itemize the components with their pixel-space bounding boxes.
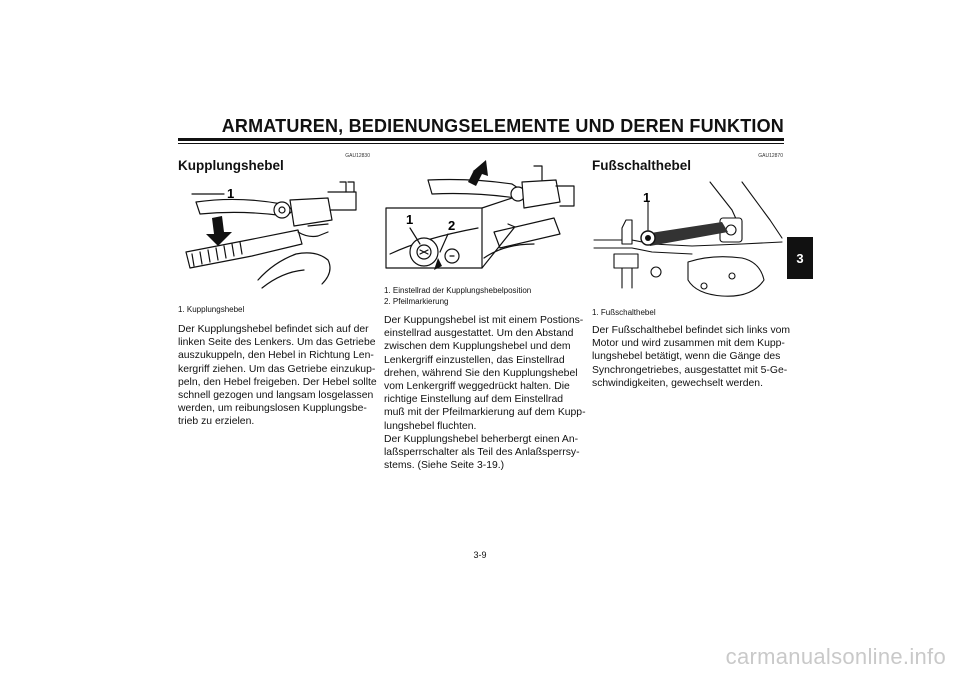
body-line: peln, den Hebel freigeben. Der Hebel sollte	[178, 376, 377, 388]
watermark: carmanualsonline.info	[725, 644, 946, 669]
caption-item: 1. Kupplungshebel	[178, 305, 245, 314]
body-line: lungshebel fluchten.	[384, 420, 477, 432]
figure-callout-2: 2	[448, 218, 456, 233]
body-text-middle	[384, 314, 586, 472]
clutch-lever-figure	[178, 180, 370, 296]
body-line: Der Fußschalthebel befindet sich links vom	[592, 325, 791, 336]
body-line: drehen, während Sie den Kupplungshebel	[384, 367, 578, 379]
caption-item: 1. Fußschalthebel	[592, 308, 656, 317]
body-line: einstellrad ausgestattet. Um den Abstand	[384, 328, 574, 340]
page-number: 3-9	[473, 550, 487, 560]
body-line: Der Kupplungshebel befindet sich auf der	[178, 324, 369, 335]
chapter-tab[interactable]: 3	[787, 237, 813, 279]
section-heading-kupplungshebel: Kupplungshebel	[178, 158, 284, 173]
body-text-left	[178, 323, 377, 429]
body-line: Lenkergriff einzustellen, das Einstellrad	[384, 354, 565, 366]
body-text-right	[592, 324, 790, 390]
body-line: lungshebel betätigt, wenn die Gänge des	[592, 351, 781, 363]
body-line: werden, um reibungslosen Kupplungsbe-	[178, 403, 367, 415]
body-line: stems. (Siehe Seite 3-19.)	[384, 460, 505, 472]
body-line: schnell gezogen und langsam losgelassen	[178, 390, 374, 402]
body-line: zwischen dem Kupplungshebel und dem	[384, 341, 571, 353]
caption-item: 2. Pfeilmarkierung	[384, 297, 449, 306]
figure-caption	[178, 304, 244, 315]
body-line: Der Kuppungshebel ist mit einem Postions-	[384, 315, 584, 326]
body-line: trieb zu erzielen.	[178, 416, 255, 428]
body-line: Motor und wird zusammen mit dem Kupp-	[592, 338, 785, 350]
body-line: vom Lenkergriff weggedrückt halten. Die	[384, 381, 570, 393]
body-line: schwindigkeiten, gewechselt werden.	[592, 377, 763, 389]
body-line: muß mit der Pfeilmarkierung auf dem Kupp-	[384, 407, 586, 419]
body-line: auszukuppeln, den Hebel in Richtung Len-	[178, 350, 374, 362]
figure-caption	[384, 285, 531, 307]
lever-adjuster-figure	[384, 158, 578, 286]
section-heading-fussschalthebel: Fußschalthebel	[592, 158, 692, 173]
body-line: Synchrongetriebes, ausgestattet mit 5-Ge-	[592, 364, 788, 376]
body-line: linken Seite des Lenkers. Um das Getriebe	[178, 337, 376, 349]
body-line: Der Kupplungshebel beherbergt einen An-	[384, 433, 579, 445]
body-line: laßsperrschalter als Teil des Anlaßsperrsy-	[384, 447, 580, 459]
figure-callout-1: 1	[406, 212, 414, 227]
shift-pedal-figure	[592, 180, 784, 304]
page-title: ARMATUREN, BEDIENUNGSELEMENTE UND DEREN FUNKTION	[221, 116, 784, 136]
figure-callout-1: 1	[643, 190, 651, 205]
figure-caption	[592, 307, 656, 318]
title-rule	[178, 138, 784, 141]
caption-item: 1. Einstellrad der Kupplungshebelposition	[384, 286, 532, 295]
body-line: kergriff ziehen. Um das Getriebe einzukup-	[178, 363, 376, 375]
title-rule-thin	[178, 143, 784, 144]
section-code: GAU12870	[758, 153, 783, 159]
section-code: GAU12830	[345, 153, 370, 159]
figure-callout-1: 1	[227, 186, 235, 201]
body-line: richtige Einstellung auf dem Einstellrad	[384, 394, 564, 406]
